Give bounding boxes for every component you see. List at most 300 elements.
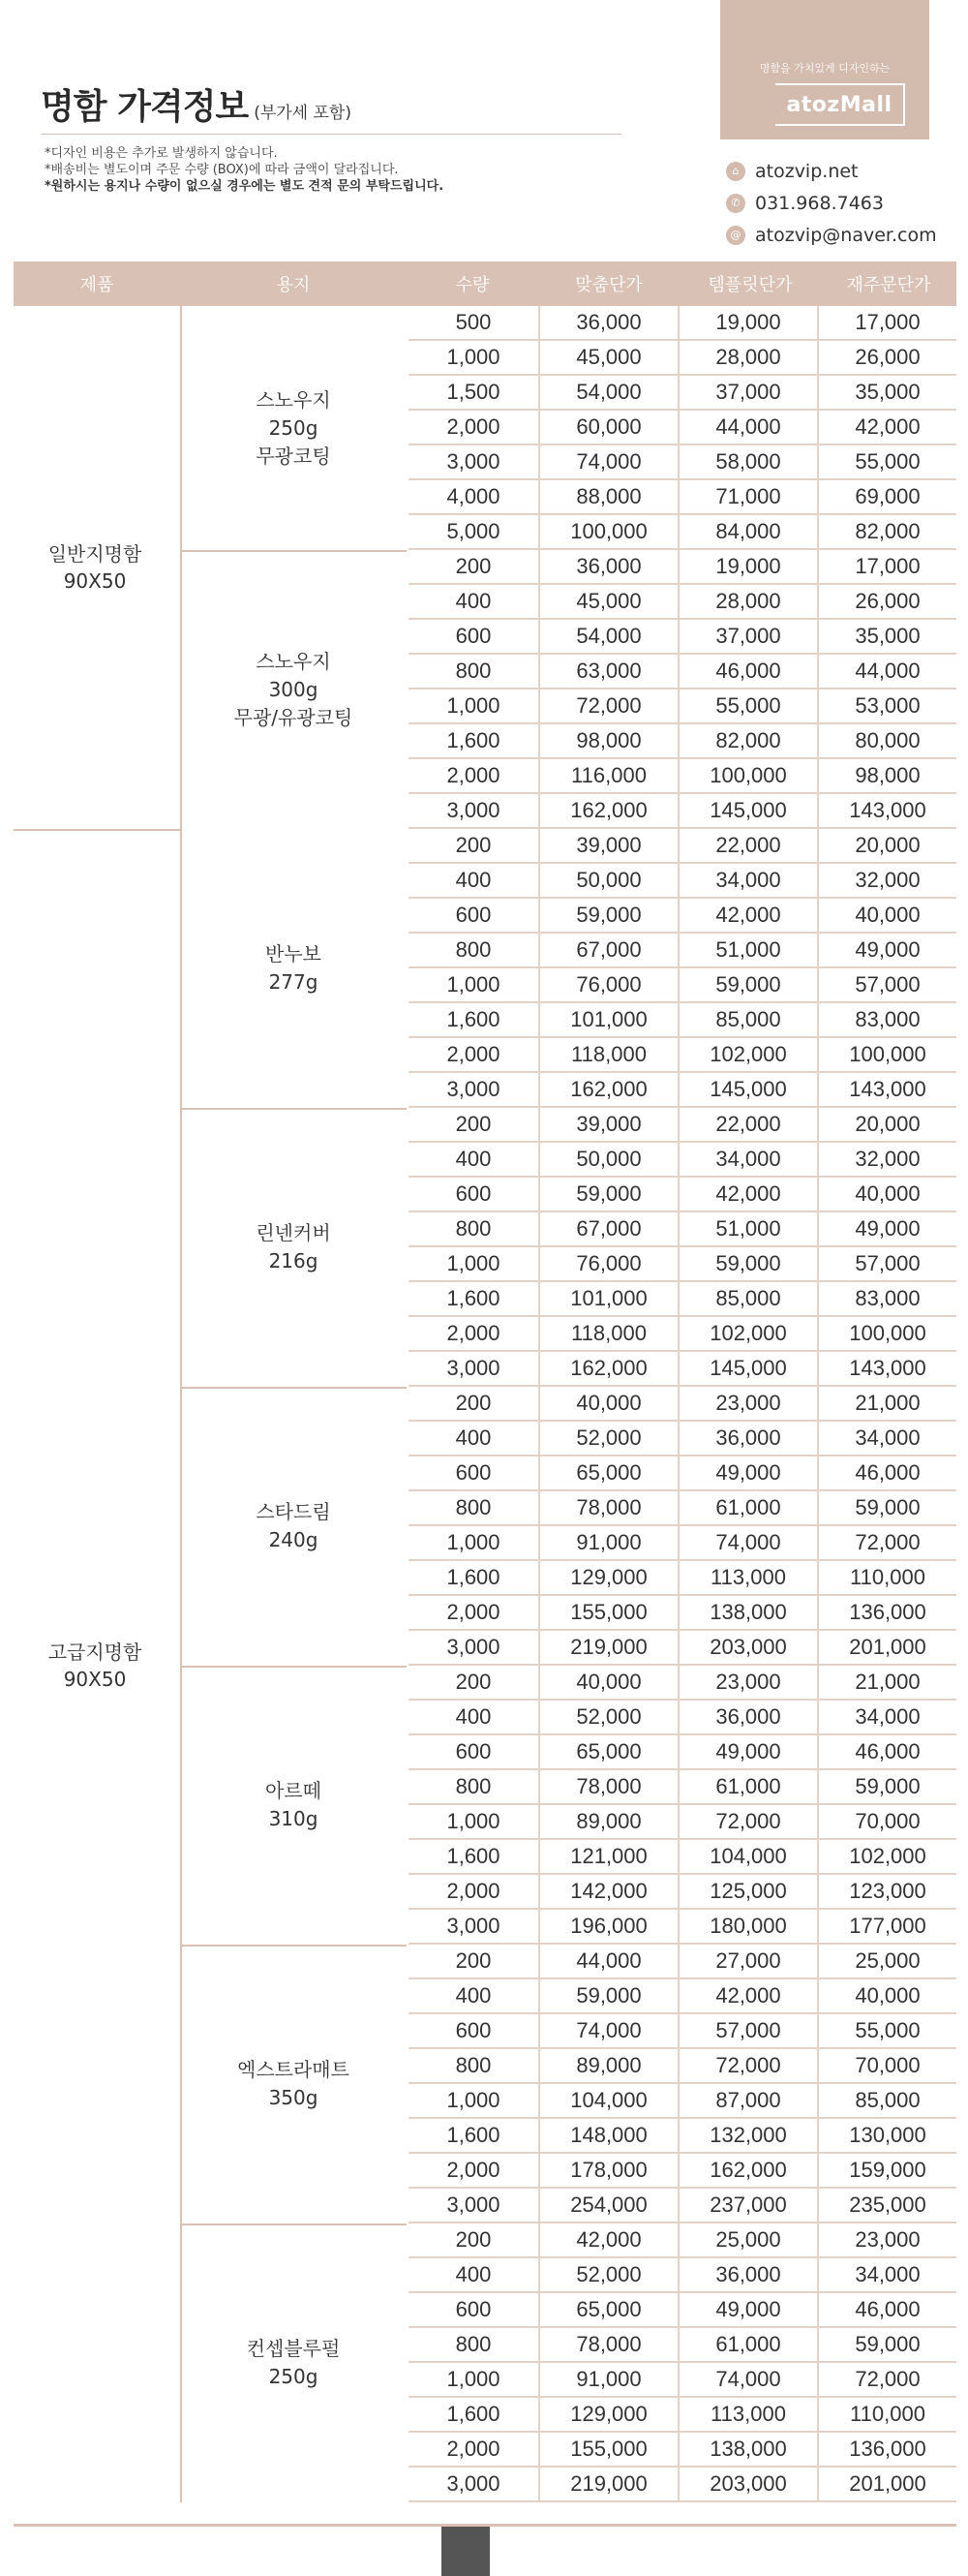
- price-cell: 37,000: [678, 376, 817, 409]
- quantity-cell: 1,600: [446, 728, 500, 752]
- price-cell: 51,000: [678, 934, 817, 966]
- quantity-cell: 200: [455, 1112, 492, 1136]
- price-cell: 46,000: [817, 1735, 956, 1768]
- paper-name-line: 240g: [268, 1528, 318, 1551]
- price-cell: 88,000: [538, 480, 678, 513]
- table-row: [408, 376, 956, 411]
- quantity-cell: 3,000: [446, 798, 500, 822]
- contact-row[interactable]: [726, 187, 937, 219]
- table-row: [408, 1108, 956, 1143]
- price-cell: 65,000: [538, 1457, 678, 1489]
- table-row: [408, 411, 956, 445]
- paper-name: [180, 306, 407, 550]
- product-name: [14, 306, 176, 829]
- table-row: [408, 2189, 956, 2223]
- quantity-cell: 2,000: [446, 1879, 500, 1903]
- price-cell: 237,000: [678, 2189, 817, 2222]
- price-cell: 42,000: [678, 1178, 817, 1211]
- price-cell: 39,000: [538, 1108, 678, 1141]
- table-row: [408, 2223, 956, 2258]
- price-cell: 100,000: [817, 1038, 956, 1071]
- price-cell: 78,000: [538, 1491, 678, 1524]
- table-row: [408, 724, 956, 759]
- table-row: [408, 585, 956, 620]
- price-cell: 46,000: [678, 655, 817, 688]
- quantity-cell: 1,000: [446, 1809, 500, 1833]
- paper-block: [180, 1108, 956, 1387]
- price-cell: 52,000: [538, 2258, 678, 2291]
- price-cell: 36,000: [538, 550, 678, 583]
- price-cell: 85,000: [817, 2084, 956, 2117]
- price-cell: 53,000: [817, 690, 956, 722]
- price-cell: 42,000: [817, 411, 956, 444]
- table-row: [408, 690, 956, 724]
- price-cell: 17,000: [817, 306, 956, 339]
- scroll-top-button[interactable]: [441, 2527, 490, 2576]
- price-cell: 138,000: [678, 1596, 817, 1629]
- table-row: [408, 1875, 956, 1910]
- table-row: [408, 934, 956, 968]
- table-row: [408, 1422, 956, 1457]
- price-cell: 59,000: [538, 1979, 678, 2012]
- price-cell: 59,000: [678, 968, 817, 1001]
- table-row: [408, 1143, 956, 1178]
- price-cell: 23,000: [678, 1666, 817, 1699]
- contact-row[interactable]: [726, 219, 937, 251]
- table-row: [408, 1701, 956, 1735]
- table-row: [408, 445, 956, 480]
- column-header: 맞춤단가: [575, 275, 643, 295]
- column-header: 수량: [455, 275, 490, 295]
- quantity-cell: 2,000: [446, 763, 500, 787]
- brand-box: [720, 0, 929, 139]
- price-cell: 37,000: [678, 620, 817, 653]
- price-cell: 55,000: [817, 2014, 956, 2047]
- price-cell: 40,000: [817, 1178, 956, 1211]
- table-row: [408, 2154, 956, 2189]
- price-cell: 54,000: [538, 376, 678, 409]
- price-cell: 87,000: [678, 2084, 817, 2117]
- quantity-cell: 1,000: [446, 345, 500, 369]
- quantity-cell: 1,600: [446, 1565, 500, 1589]
- product-name-line: 고급지명함: [47, 1641, 142, 1664]
- paper-name-line: 무광코팅: [256, 444, 331, 468]
- price-table: [14, 261, 956, 2502]
- price-cell: 178,000: [538, 2154, 678, 2187]
- price-rows: [408, 550, 956, 829]
- paper-name: [180, 1945, 407, 2223]
- price-cell: 44,000: [538, 1945, 678, 1978]
- phone-icon: ✆: [726, 194, 745, 213]
- price-cell: 34,000: [678, 1143, 817, 1176]
- product-block: [14, 829, 956, 2502]
- quantity-cell: 200: [455, 2227, 492, 2252]
- table-row: [408, 1282, 956, 1317]
- quantity-cell: 1,000: [446, 1530, 500, 1554]
- price-cell: 145,000: [678, 1073, 817, 1106]
- quantity-cell: 600: [455, 2297, 492, 2321]
- price-cell: 72,000: [678, 1805, 817, 1838]
- price-cell: 49,000: [817, 934, 956, 966]
- table-row: [408, 2084, 956, 2119]
- price-cell: 219,000: [538, 1631, 678, 1664]
- quantity-cell: 3,000: [446, 1077, 500, 1101]
- paper-name-line: 250g: [268, 2365, 318, 2388]
- price-cell: 101,000: [538, 1003, 678, 1036]
- paper-name: [180, 1387, 407, 1666]
- table-row: [408, 1247, 956, 1282]
- price-cell: 118,000: [538, 1317, 678, 1350]
- table-row: [408, 1910, 956, 1945]
- price-cell: 39,000: [538, 829, 678, 862]
- table-row: [408, 759, 956, 794]
- price-cell: 136,000: [817, 2433, 956, 2466]
- price-cell: 84,000: [678, 515, 817, 548]
- quantity-cell: 2,000: [446, 2437, 500, 2461]
- paper-name-line: 310g: [268, 1807, 318, 1830]
- price-cell: 26,000: [817, 585, 956, 618]
- price-cell: 69,000: [817, 480, 956, 513]
- paper-name-line: 216g: [268, 1249, 318, 1273]
- price-cell: 203,000: [678, 1631, 817, 1664]
- paper-name-line: 린넨커버: [256, 1221, 331, 1244]
- price-cell: 123,000: [817, 1875, 956, 1908]
- quantity-cell: 200: [455, 1391, 492, 1415]
- price-cell: 46,000: [817, 1457, 956, 1489]
- price-cell: 203,000: [678, 2468, 817, 2500]
- contact-text: 031.968.7463: [755, 192, 884, 214]
- price-cell: 102,000: [678, 1317, 817, 1350]
- price-cell: 129,000: [538, 2398, 678, 2431]
- price-cell: 74,000: [678, 2363, 817, 2396]
- price-cell: 71,000: [678, 480, 817, 513]
- table-row: [408, 2468, 956, 2502]
- price-cell: 27,000: [678, 1945, 817, 1978]
- table-row: [408, 2014, 956, 2049]
- quantity-cell: 200: [455, 1670, 492, 1694]
- table-row: [408, 1317, 956, 1352]
- price-rows: [408, 1387, 956, 1666]
- price-cell: 89,000: [538, 1805, 678, 1838]
- product-name-line: 일반지명함: [47, 542, 142, 566]
- price-cell: 50,000: [538, 864, 678, 897]
- price-cell: 91,000: [538, 2363, 678, 2396]
- price-cell: 42,000: [678, 1979, 817, 2012]
- price-cell: 49,000: [678, 1735, 817, 1768]
- price-cell: 19,000: [678, 306, 817, 339]
- price-cell: 59,000: [538, 1178, 678, 1211]
- quantity-cell: 600: [455, 624, 492, 648]
- price-cell: 34,000: [817, 1701, 956, 1733]
- paper-block: [180, 550, 956, 829]
- quantity-cell: 1,000: [446, 1251, 500, 1275]
- paper-block: [180, 2223, 956, 2502]
- price-cell: 65,000: [538, 2293, 678, 2326]
- price-cell: 98,000: [538, 724, 678, 757]
- price-cell: 162,000: [538, 1073, 678, 1106]
- contacts: [726, 155, 937, 251]
- price-cell: 51,000: [678, 1212, 817, 1245]
- table-row: [408, 864, 956, 899]
- price-cell: 148,000: [538, 2119, 678, 2152]
- quantity-cell: 800: [455, 2332, 492, 2356]
- paper-name: [180, 829, 407, 1108]
- quantity-cell: 1,600: [446, 1007, 500, 1031]
- price-cell: 59,000: [678, 1247, 817, 1280]
- quantity-cell: 1,000: [446, 2367, 500, 2391]
- price-cell: 201,000: [817, 2468, 956, 2500]
- price-cell: 52,000: [538, 1422, 678, 1455]
- price-cell: 129,000: [538, 1561, 678, 1594]
- table-body: [14, 306, 956, 2502]
- price-rows: [408, 2223, 956, 2502]
- paper-block: [180, 1945, 956, 2223]
- price-cell: 34,000: [817, 2258, 956, 2291]
- price-cell: 110,000: [817, 1561, 956, 1594]
- table-row: [408, 2049, 956, 2084]
- table-row: [408, 968, 956, 1003]
- product-name-line: 90X50: [63, 1668, 127, 1691]
- table-row: [408, 2433, 956, 2468]
- price-cell: 159,000: [817, 2154, 956, 2187]
- quantity-cell: 1,500: [446, 380, 500, 404]
- price-cell: 22,000: [678, 1108, 817, 1141]
- price-cell: 49,000: [817, 1212, 956, 1245]
- quantity-cell: 500: [455, 310, 492, 334]
- price-cell: 76,000: [538, 968, 678, 1001]
- product-divider: [14, 829, 180, 831]
- price-cell: 138,000: [678, 2433, 817, 2466]
- column-header: 템플릿단가: [708, 275, 793, 295]
- table-row: [408, 1945, 956, 1979]
- table-row: [408, 1457, 956, 1491]
- price-cell: 89,000: [538, 2049, 678, 2082]
- price-cell: 145,000: [678, 1352, 817, 1385]
- price-cell: 42,000: [538, 2223, 678, 2256]
- quantity-cell: 400: [455, 1426, 492, 1450]
- price-cell: 219,000: [538, 2468, 678, 2500]
- price-cell: 102,000: [678, 1038, 817, 1071]
- table-row: [408, 2258, 956, 2293]
- table-row: [408, 899, 956, 934]
- price-cell: 45,000: [538, 585, 678, 618]
- table-row: [408, 1805, 956, 1840]
- price-cell: 59,000: [817, 1491, 956, 1524]
- quantity-cell: 200: [455, 554, 492, 578]
- price-cell: 59,000: [538, 899, 678, 932]
- quantity-cell: 400: [455, 589, 492, 613]
- price-cell: 80,000: [817, 724, 956, 757]
- table-row: [408, 1003, 956, 1038]
- paper-name-line: 350g: [268, 2086, 318, 2109]
- quantity-cell: 3,000: [446, 1914, 500, 1938]
- quantity-cell: 800: [455, 1495, 492, 1519]
- quantity-cell: 1,600: [446, 1286, 500, 1310]
- quantity-cell: 2,000: [446, 1042, 500, 1066]
- table-row: [408, 1526, 956, 1561]
- table-row: [408, 1073, 956, 1108]
- contact-row[interactable]: [726, 155, 937, 187]
- price-cell: 20,000: [817, 829, 956, 862]
- price-cell: 19,000: [678, 550, 817, 583]
- price-cell: 49,000: [678, 2293, 817, 2326]
- price-cell: 60,000: [538, 411, 678, 444]
- price-cell: 104,000: [678, 1840, 817, 1873]
- quantity-cell: 600: [455, 1460, 492, 1485]
- price-cell: 44,000: [817, 655, 956, 688]
- price-cell: 63,000: [538, 655, 678, 688]
- title-divider: [41, 134, 621, 135]
- price-cell: 50,000: [538, 1143, 678, 1176]
- price-cell: 34,000: [817, 1422, 956, 1455]
- price-cell: 143,000: [817, 794, 956, 827]
- quantity-cell: 5,000: [446, 519, 500, 543]
- page-title: 명함 가격정보: [41, 87, 249, 127]
- paper-name-line: 아르떼: [265, 1779, 321, 1802]
- price-cell: 54,000: [538, 620, 678, 653]
- price-cell: 57,000: [817, 1247, 956, 1280]
- price-cell: 83,000: [817, 1003, 956, 1036]
- quantity-cell: 4,000: [446, 484, 500, 508]
- price-cell: 180,000: [678, 1910, 817, 1943]
- product-block: [14, 306, 956, 829]
- price-cell: 61,000: [678, 2328, 817, 2361]
- quantity-cell: 400: [455, 2262, 492, 2286]
- table-row: [408, 1631, 956, 1666]
- quantity-cell: 1,000: [446, 972, 500, 997]
- table-row: [408, 550, 956, 585]
- table-row: [408, 1352, 956, 1387]
- price-cell: 162,000: [538, 794, 678, 827]
- price-cell: 23,000: [678, 1387, 817, 1420]
- quantity-cell: 600: [455, 2018, 492, 2042]
- price-cell: 78,000: [538, 2328, 678, 2361]
- price-cell: 116,000: [538, 759, 678, 792]
- table-row: [408, 2398, 956, 2433]
- price-cell: 70,000: [817, 1805, 956, 1838]
- price-cell: 45,000: [538, 341, 678, 374]
- table-row: [408, 480, 956, 515]
- price-cell: 25,000: [678, 2223, 817, 2256]
- table-row: [408, 2363, 956, 2398]
- quantity-cell: 600: [455, 1739, 492, 1763]
- paper-block: [180, 1387, 956, 1666]
- price-cell: 201,000: [817, 1631, 956, 1664]
- paper-name-line: 스노우지: [256, 649, 331, 673]
- price-cell: 72,000: [817, 1526, 956, 1559]
- quantity-cell: 3,000: [446, 1635, 500, 1659]
- quantity-cell: 2,000: [446, 1321, 500, 1345]
- price-cell: 196,000: [538, 1910, 678, 1943]
- table-row: [408, 1840, 956, 1875]
- price-cell: 40,000: [817, 899, 956, 932]
- price-cell: 177,000: [817, 1910, 956, 1943]
- product-name-line: 90X50: [63, 569, 127, 593]
- price-cell: 58,000: [678, 445, 817, 478]
- price-cell: 85,000: [678, 1003, 817, 1036]
- price-rows: [408, 306, 956, 550]
- price-cell: 132,000: [678, 2119, 817, 2152]
- price-cell: 55,000: [817, 445, 956, 478]
- price-cell: 32,000: [817, 864, 956, 897]
- paper-name-line: 300g: [268, 677, 318, 701]
- price-cell: 67,000: [538, 934, 678, 966]
- price-cell: 254,000: [538, 2189, 678, 2222]
- header: [0, 0, 968, 261]
- table-row: [408, 1178, 956, 1212]
- price-cell: 67,000: [538, 1212, 678, 1245]
- price-cell: 82,000: [817, 515, 956, 548]
- table-row: [408, 1212, 956, 1247]
- paper-block: [180, 829, 956, 1108]
- brand-tagline: 명함을 가치있게 디자인하는: [759, 62, 891, 75]
- paper-name: [180, 1666, 407, 1945]
- quantity-cell: 400: [455, 868, 492, 892]
- price-cell: 40,000: [538, 1387, 678, 1420]
- price-rows: [408, 1108, 956, 1387]
- paper-name: [180, 2223, 407, 2502]
- price-cell: 20,000: [817, 1108, 956, 1141]
- price-rows: [408, 1945, 956, 2223]
- price-cell: 52,000: [538, 1701, 678, 1733]
- paper-name-line: 무광/유광코팅: [233, 705, 353, 729]
- price-cell: 65,000: [538, 1735, 678, 1768]
- paper-block: [180, 1666, 956, 1945]
- price-cell: 55,000: [678, 690, 817, 722]
- column-header: 용지: [276, 275, 311, 295]
- price-cell: 61,000: [678, 1770, 817, 1803]
- price-cell: 57,000: [817, 968, 956, 1001]
- price-cell: 130,000: [817, 2119, 956, 2152]
- price-cell: 136,000: [817, 1596, 956, 1629]
- quantity-cell: 800: [455, 1216, 492, 1241]
- paper-block: [180, 306, 956, 550]
- price-cell: 35,000: [817, 620, 956, 653]
- price-cell: 40,000: [817, 1979, 956, 2012]
- price-cell: 72,000: [678, 2049, 817, 2082]
- quantity-cell: 2,000: [446, 1600, 500, 1624]
- price-cell: 59,000: [817, 2328, 956, 2361]
- paper-name-line: 277g: [268, 970, 318, 994]
- quantity-cell: 3,000: [446, 449, 500, 474]
- quantity-cell: 3,000: [446, 2471, 500, 2496]
- note-line: *원하시는 용지나 수량이 없으실 경우에는 별도 견적 문의 부탁드립니다.: [45, 179, 444, 194]
- price-cell: 104,000: [538, 2084, 678, 2117]
- table-row: [408, 1038, 956, 1073]
- price-cell: 85,000: [678, 1282, 817, 1315]
- table-row: [408, 2119, 956, 2154]
- brand-logo: atozMall: [775, 83, 905, 126]
- quantity-cell: 800: [455, 659, 492, 683]
- quantity-cell: 1,600: [446, 2123, 500, 2147]
- table-row: [408, 341, 956, 376]
- paper-name-line: 반누보: [265, 942, 321, 966]
- price-cell: 25,000: [817, 1945, 956, 1978]
- price-cell: 70,000: [817, 2049, 956, 2082]
- paper-name-line: 스노우지: [256, 387, 331, 412]
- price-cell: 57,000: [678, 2014, 817, 2047]
- quantity-cell: 800: [455, 1774, 492, 1798]
- price-cell: 91,000: [538, 1526, 678, 1559]
- quantity-cell: 1,000: [446, 693, 500, 718]
- price-cell: 162,000: [678, 2154, 817, 2187]
- price-cell: 101,000: [538, 1282, 678, 1315]
- paper-name-line: 스타드림: [256, 1500, 331, 1523]
- table-row: [408, 655, 956, 690]
- quantity-cell: 3,000: [446, 1356, 500, 1380]
- table-row: [408, 620, 956, 655]
- price-cell: 74,000: [678, 1526, 817, 1559]
